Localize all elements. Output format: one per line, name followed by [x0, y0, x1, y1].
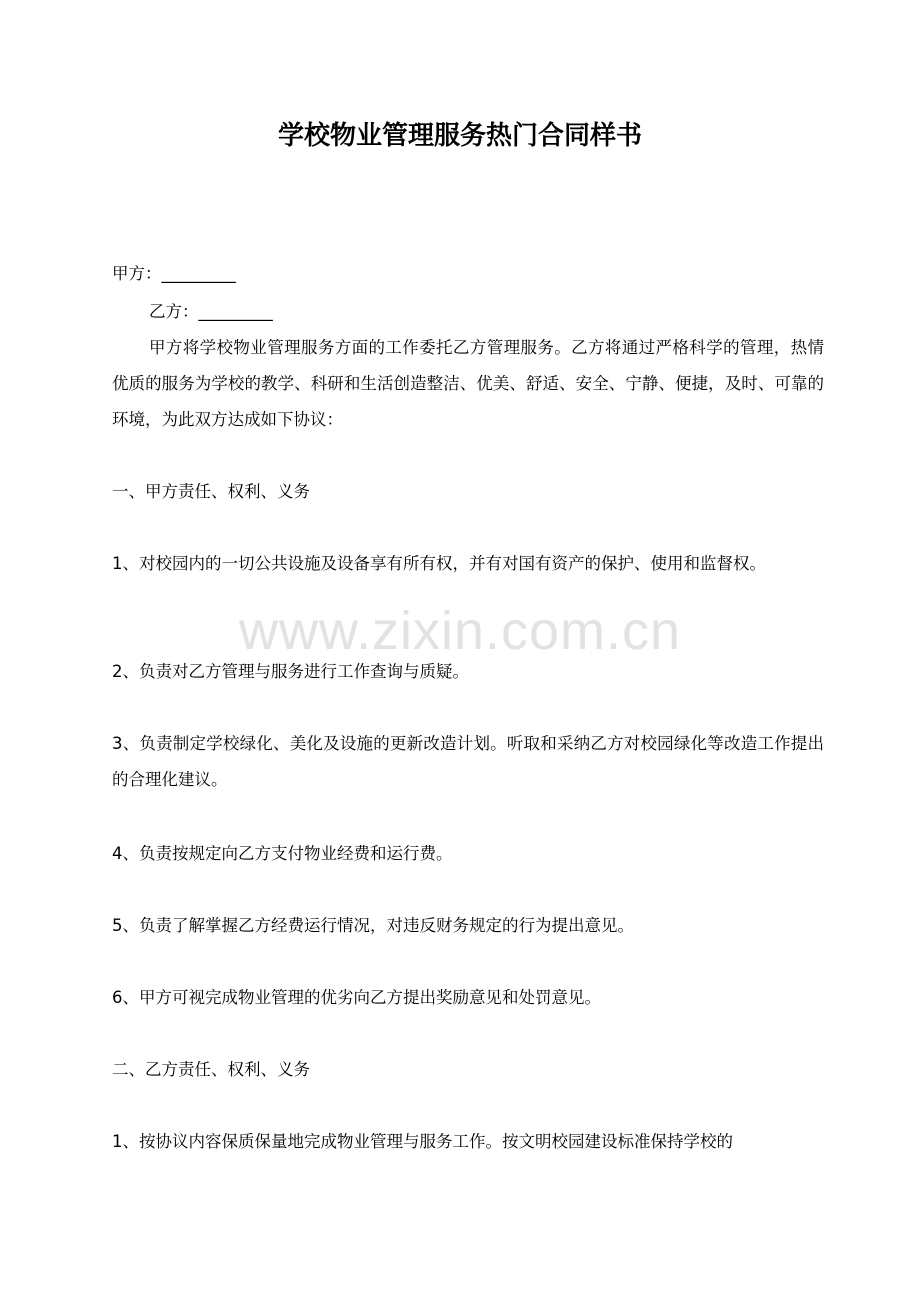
section1-item-3: 3、负责制定学校绿化、美化及设施的更新改造计划。听取和采纳乙方对校园绿化等改造工作提出的合理化建议。 [112, 734, 824, 789]
section1-item-4: 4、负责按规定向乙方支付物业经费和运行费。 [112, 844, 453, 863]
section1-item-1: 1、对校园内的一切公共设施及设备享有所有权，并有对国有资产的保护、使用和监督权。 [112, 554, 766, 573]
section1-item-6: 6、甲方可视完成物业管理的优劣向乙方提出奖励意见和处罚意见。 [112, 988, 601, 1007]
section1-item-5: 5、负责了解掌握乙方经费运行情况，对违反财务规定的行为提出意见。 [112, 916, 634, 935]
party-a-line: 甲方：_________ [112, 264, 236, 283]
section2-item-1: 1、按协议内容保质保量地完成物业管理与服务工作。按文明校园建设标准保持学校的 [112, 1132, 733, 1151]
party-b-line: 乙方：_________ [149, 302, 273, 321]
section1-heading: 一、甲方责任、权利、义务 [112, 482, 310, 501]
document-title: 学校物业管理服务热门合同样书 [277, 121, 642, 151]
section1-item-2: 2、负责对乙方管理与服务进行工作查询与质疑。 [112, 662, 469, 681]
watermark: www.zixin.com.cn [238, 601, 682, 661]
intro-paragraph: 甲方将学校物业管理服务方面的工作委托乙方管理服务。乙方将通过严格科学的管理，热情优质的服务为学校的教学、科研和生活创造整洁、优美、舒适、安全、宁静、便捷，及时、可靠的环境，为此双方达成如下协议： [112, 338, 824, 429]
section2-heading: 二、乙方责任、权利、义务 [112, 1060, 310, 1079]
